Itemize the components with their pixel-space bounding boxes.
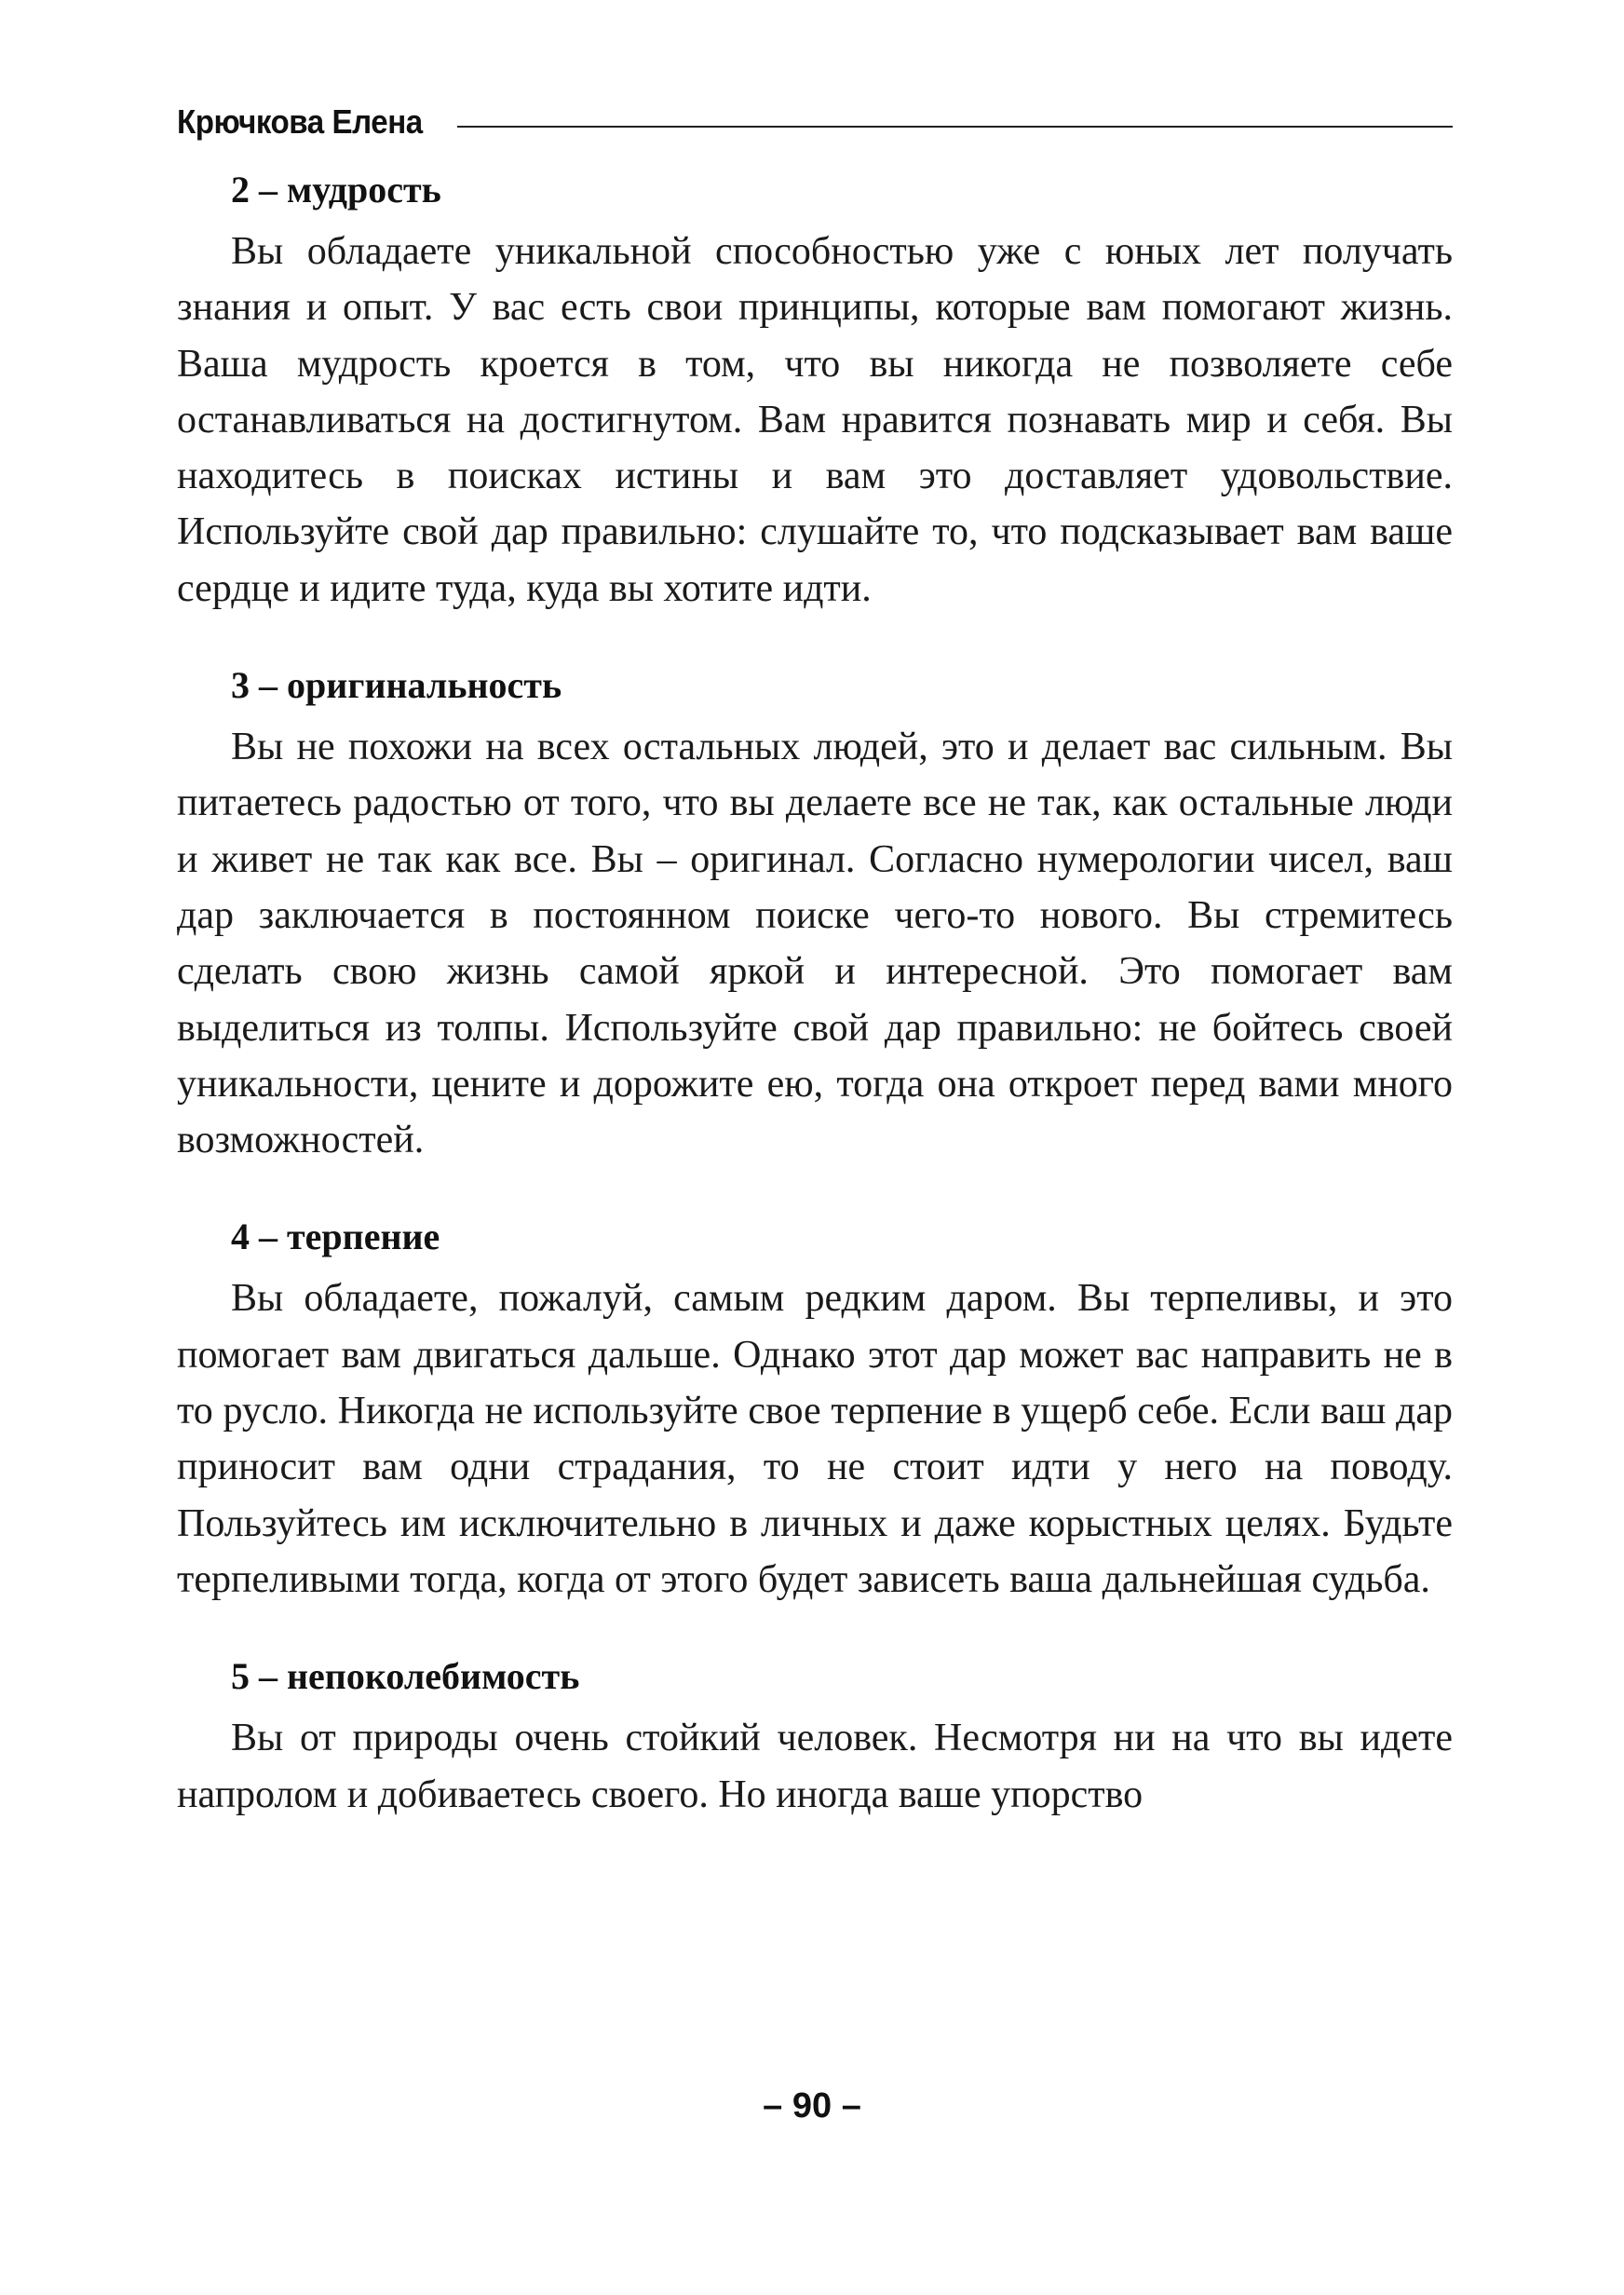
section-patience xyxy=(177,1209,1453,1608)
section-body xyxy=(177,1270,1453,1608)
section-title: 2 – мудрость xyxy=(231,169,441,210)
section-body xyxy=(177,224,1453,617)
book-page xyxy=(177,102,1453,1864)
section-title: 5 – непоколебимость xyxy=(231,1655,580,1698)
paragraph: Вы обладаете, пожалуй, самым редким даром. Вы терпеливы, и это помогает вам двигаться дальше. Однако этот дар может вас направить не в то русло. Никогда не используйте свое терпение в ущерб себе. Если ваш дар приносит вам одни страдания, то не стоит идти у него на поводу. Пользуйтесь им исключительно в личных и даже корыстных целях. Будьте терпеливыми тогда, когда от этого будет зависеть ваша дальнейшая судьба. xyxy=(177,1277,1453,1601)
section-body xyxy=(177,719,1453,1168)
running-head xyxy=(177,102,1453,142)
section-body xyxy=(177,1710,1453,1823)
section-steadfastness xyxy=(177,1649,1453,1823)
section-wisdom xyxy=(177,162,1453,617)
header-rule xyxy=(457,126,1453,128)
page-number: – 90 – xyxy=(763,2086,861,2125)
paragraph: Вы обладаете уникальной способностью уже с юных лет получать знания и опыт. У вас есть свои принципы, которые вам помогают жизнь. Ваша мудрость кроется в том, что вы никогда не позволяете себе останавливаться на достигнутом. Вам нравится познавать мир и себя. Вы находитесь в поисках истины и вам это доставляет удовольствие. Используйте свой дар правильно: слушайте то, что подсказывает вам ваше сердце и идите туда, куда вы хотите идти. xyxy=(177,230,1453,610)
section-title: 4 – терпение xyxy=(231,1215,440,1258)
section-title: 3 – оригинальность xyxy=(231,664,562,707)
author-name: Крючкова Елена xyxy=(177,102,423,141)
paragraph: Вы от природы очень стойкий человек. Несмотря ни на что вы идете напролом и добиваетесь своего. Но иногда ваше упорство xyxy=(177,1717,1453,1816)
section-originality xyxy=(177,658,1453,1168)
paragraph: Вы не похожи на всех остальных людей, это и делает вас сильным. Вы питаетесь радостью от того, что вы делаете все не так, как остальные люди и живет не так как все. Вы – оригинал. Согласно нумерологии чисел, ваш дар заключается в постоянном поиске чего-то нового. Вы стремитесь сделать свою жизнь самой яркой и интересной. Это помогает вам выделиться из толпы. Используйте свой дар правильно: не бойтесь своей уникальности, цените и дорожите ею, тогда она откроет перед вами много возможностей. xyxy=(177,726,1453,1162)
